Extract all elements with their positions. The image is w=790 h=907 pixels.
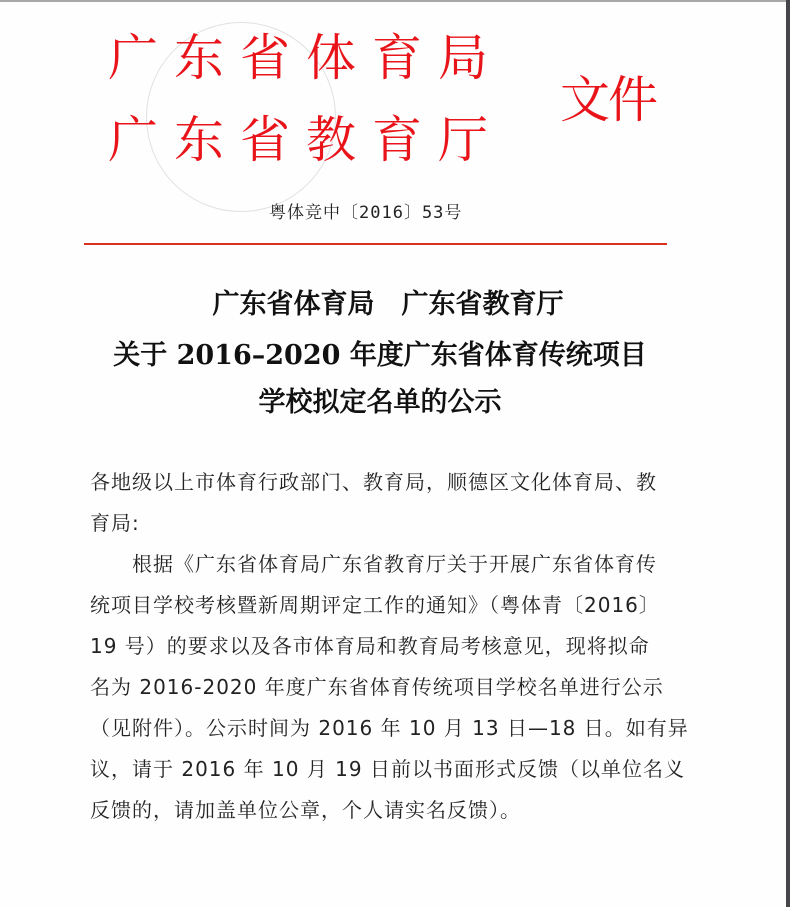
body-line: 反馈的，请加盖单位公章，个人请实名反馈）。 <box>90 798 521 822</box>
body-line: 根据《广东省体育局广东省教育厅关于开展广东省体育传 <box>90 552 657 576</box>
title-subject-cont: 学校拟定名单的公示 <box>258 387 502 418</box>
issuer-line-sports-bureau <box>108 28 504 88</box>
body-line: 19 号）的要求以及各市体育局和教育局考核意见，现将拟命 <box>90 634 650 658</box>
page-top-border <box>0 0 790 2</box>
issuer-char: 局 <box>438 29 488 87</box>
issuer-char: 教 <box>306 111 356 169</box>
issuer-char: 东 <box>174 29 224 87</box>
body-line: 各地级以上市体育行政部门、教育局，顺德区文化体育局、教 <box>90 470 657 494</box>
body-line: 议，请于 2016 年 10 月 19 日前以书面形式反馈（以单位名义 <box>90 757 685 781</box>
issuer-char: 广 <box>108 29 158 87</box>
issuer-char: 厅 <box>438 111 488 169</box>
issuer-char: 广 <box>108 111 158 169</box>
issuer-char: 育 <box>372 111 422 169</box>
title-subject: 关于 2016–2020 年度广东省体育传统项目 <box>113 340 647 371</box>
document-number: 粤体竞中〔2016〕53号 <box>269 203 463 223</box>
body-line: 育局: <box>90 511 140 535</box>
issuer-char: 省 <box>240 29 290 87</box>
body-line: （见附件）。公示时间为 2016 年 10 月 13 日—18 日。如有异 <box>90 716 689 740</box>
body-line: 统项目学校考核暨新周期评定工作的通知》（粤体青〔2016〕 <box>90 593 660 617</box>
issuer-char: 育 <box>372 29 422 87</box>
issuer-char: 东 <box>174 111 224 169</box>
title-issuers: 广东省体育局 广东省教育厅 <box>212 289 564 320</box>
issuer-char: 体 <box>306 29 356 87</box>
document-type-suffix: 文件 <box>560 71 656 129</box>
red-header-rule <box>84 243 667 245</box>
viewer-scrollbar-edge <box>786 0 790 907</box>
issuer-line-education-dept <box>108 110 504 170</box>
body-line: 名为 2016-2020 年度广东省体育传统项目学校名单进行公示 <box>90 675 664 699</box>
issuer-char: 省 <box>240 111 290 169</box>
